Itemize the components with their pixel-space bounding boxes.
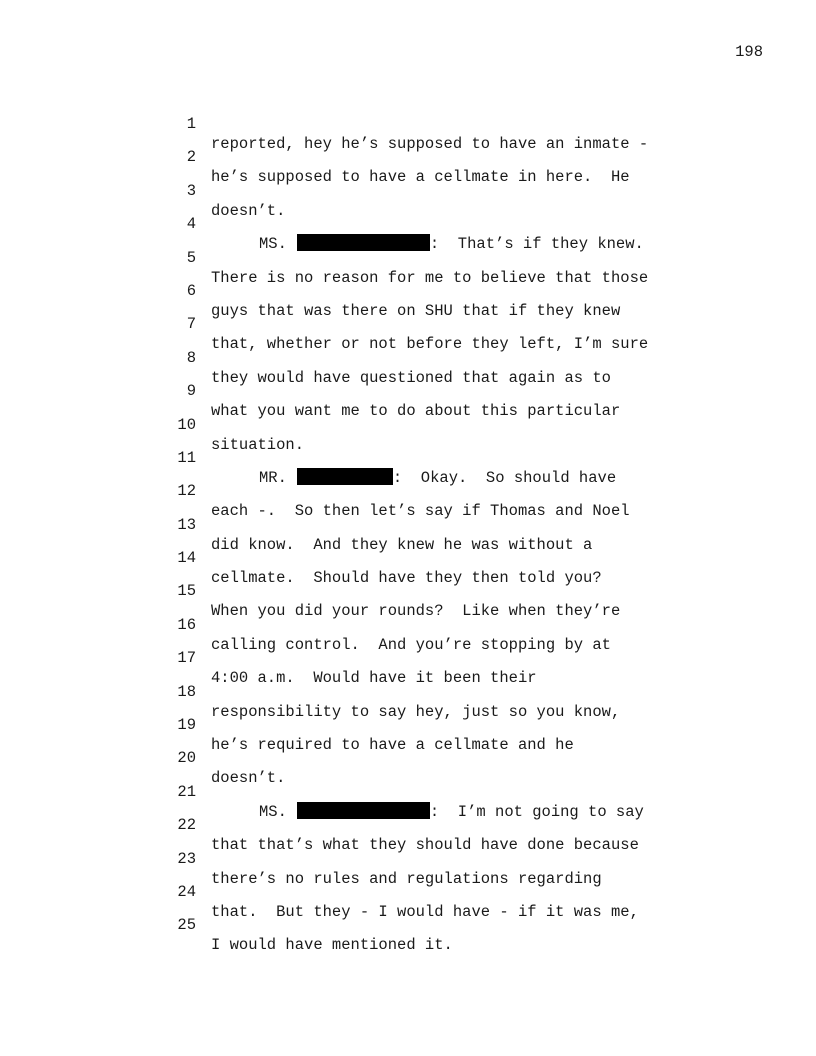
line-text: he’s required to have a cellmate and he <box>211 736 574 755</box>
transcript-line <box>170 461 690 521</box>
transcript-line <box>170 261 690 320</box>
line-number: 9 <box>186 382 196 401</box>
line-number: 8 <box>186 348 196 367</box>
line-text: When you did your rounds? Like when they’re <box>211 602 621 621</box>
speaker-line <box>170 428 690 487</box>
line-number: 14 <box>177 549 196 568</box>
transcript-line <box>170 561 690 621</box>
speaker-line <box>170 194 690 254</box>
line-text: what you want me to do about this particular <box>211 402 621 421</box>
line-number: 19 <box>177 716 196 735</box>
line-text: he’s supposed to have a cellmate in here. He <box>211 168 630 187</box>
transcript-line <box>170 328 690 387</box>
line-number: 23 <box>177 849 196 868</box>
line-text: 4:00 a.m. Would have it been their <box>211 669 537 688</box>
line-text: cellmate. Should have they then told you? <box>211 569 602 588</box>
transcript-line <box>170 161 690 220</box>
line-number: 21 <box>177 782 196 801</box>
line-text: did know. And they knew he was without a <box>211 535 593 554</box>
line-number: 16 <box>177 615 196 634</box>
transcript-line <box>170 361 690 421</box>
transcript-line <box>170 595 690 654</box>
line-number: 2 <box>186 148 196 167</box>
line-number: 10 <box>177 415 196 434</box>
line-text: that. But they - I would have - if it was me, <box>211 902 639 921</box>
line-number: 15 <box>177 582 196 601</box>
transcript-line <box>170 528 690 588</box>
line-number: 24 <box>177 882 196 901</box>
line-number: 22 <box>177 816 196 835</box>
line-number: 11 <box>177 448 196 467</box>
speaker-title: MS. <box>259 802 287 821</box>
line-text: reported, hey he’s supposed to have an inmate - <box>211 135 649 153</box>
line-text: they would have questioned that again as to <box>211 368 611 387</box>
line-number: 5 <box>186 248 196 267</box>
line-number: 3 <box>186 181 196 200</box>
speaker-title: MS. <box>259 235 287 254</box>
transcript-line <box>170 795 690 855</box>
line-number: 1 <box>186 115 196 133</box>
line-text: situation. <box>211 435 305 454</box>
transcript-line <box>170 294 690 354</box>
transcript-line <box>170 127 690 187</box>
line-text: that, whether or not before they left, I’m sure <box>211 335 649 354</box>
line-text: : Okay. So should have <box>392 468 617 487</box>
transcript-line <box>170 495 690 554</box>
transcript-line <box>170 662 690 721</box>
speaker-title: MR. <box>259 468 287 487</box>
line-number: 6 <box>186 281 196 300</box>
line-number: 20 <box>177 749 196 768</box>
line-text: calling control. And you’re stopping by at <box>211 635 611 654</box>
line-text: : I’m not going to say <box>429 802 644 821</box>
speaker-line <box>170 762 690 821</box>
transcript-line <box>170 862 690 921</box>
line-text: There is no reason for me to believe that those <box>211 268 649 287</box>
line-text: : That’s if they knew. <box>429 235 644 254</box>
line-text: doesn’t. <box>211 201 286 220</box>
line-number: 18 <box>177 682 196 701</box>
line-text: there’s no rules and regulations regarding <box>211 869 602 888</box>
line-text: each -. So then let’s say if Thomas and Noel <box>211 502 630 521</box>
line-number: 25 <box>177 916 196 935</box>
transcript-line <box>170 628 690 688</box>
line-text: doesn’t. <box>211 769 286 788</box>
transcript-line <box>170 895 690 955</box>
transcript-line <box>170 228 690 287</box>
transcript-line <box>170 94 690 153</box>
line-text: responsibility to say hey, just so you know, <box>211 702 621 721</box>
line-text: I would have mentioned it. <box>211 936 453 955</box>
line-number: 7 <box>186 315 196 334</box>
line-text: guys that was there on SHU that if they knew <box>211 301 621 320</box>
line-number: 13 <box>177 515 196 534</box>
transcript-line <box>170 829 690 888</box>
line-text: that that’s what they should have done because <box>211 836 639 855</box>
line-number: 4 <box>186 215 196 234</box>
transcript-body <box>170 94 690 955</box>
transcript-line <box>170 695 690 755</box>
page-number: 198 <box>735 43 763 61</box>
transcript-line <box>170 395 690 454</box>
line-number: 17 <box>177 649 196 668</box>
transcript-line <box>170 728 690 788</box>
line-number: 12 <box>177 482 196 501</box>
